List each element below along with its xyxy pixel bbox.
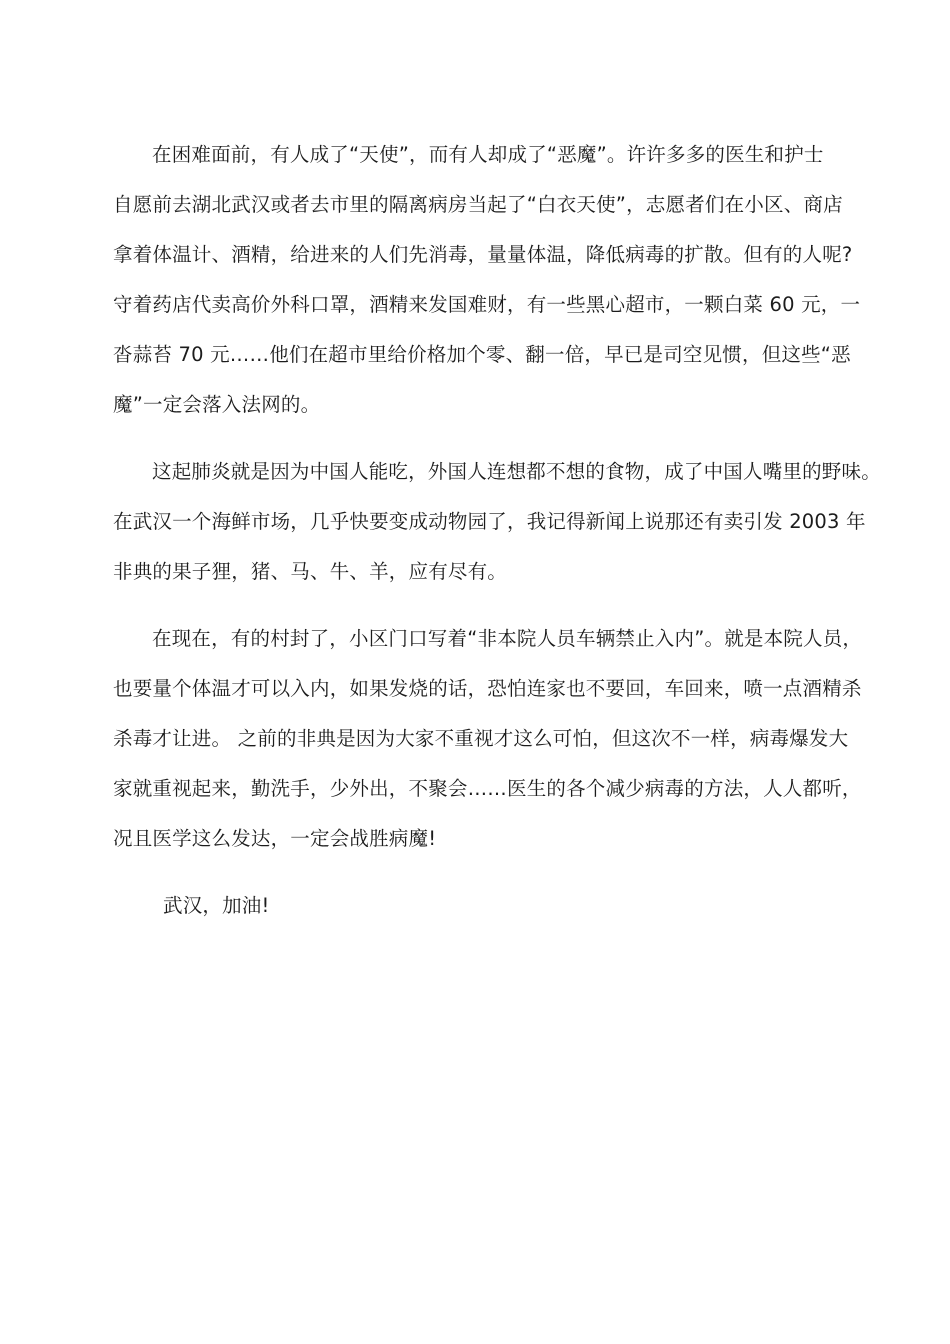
paragraph-line: 魔”一定会落入法网的。 — [113, 393, 321, 416]
paragraph-line: 这起肺炎就是因为中国人能吃，外国人连想都不想的食物，成了中国人嘴里的野味。 — [152, 460, 881, 483]
closing-line: 武汉，加油! — [163, 894, 270, 917]
paragraph-line: 守着药店代卖高价外科口罩，酒精来发国难财，有一些黑心超市，一颗白菜 60 元，一 — [113, 293, 861, 316]
paragraph-line: 拿着体温计、酒精，给进来的人们先消毒，量量体温，降低病毒的扩散。但有的人呢? — [113, 243, 853, 266]
paragraph-line: 沓蒜苔 70 元……他们在超市里给价格加个零、翻一倍，早已是司空见惯，但这些“恶 — [113, 343, 851, 366]
paragraph-line: 非典的果子狸，猪、马、牛、羊，应有尽有。 — [113, 560, 508, 583]
paragraph-line: 也要量个体温才可以入内，如果发烧的话，恐怕连家也不要回，车回来，喷一点酒精杀 — [113, 677, 862, 700]
paragraph-line: 在武汉一个海鲜市场，几乎快要变成动物园了，我记得新闻上说那还有卖引发 2003 年 — [113, 510, 866, 533]
paragraph-line: 杀毒才让进。 之前的非典是因为大家不重视才这么可怕，但这次不一样，病毒爆发大 — [113, 727, 849, 750]
paragraph-line: 在现在，有的村封了，小区门口写着“非本院人员车辆禁止入内”。就是本院人员， — [152, 627, 863, 650]
paragraph-line: 自愿前去湖北武汉或者去市里的隔离病房当起了“白衣天使”，志愿者们在小区、商店 — [113, 193, 843, 216]
paragraph-line: 家就重视起来，勤洗手，少外出，不聚会……医生的各个减少病毒的方法，人人都听， — [113, 777, 862, 800]
paragraph-line: 况且医学这么发达，一定会战胜病魔! — [113, 827, 437, 850]
paragraph-line: 在困难面前，有人成了“天使”，而有人却成了“恶魔”。许许多多的医生和护士 — [152, 143, 824, 166]
